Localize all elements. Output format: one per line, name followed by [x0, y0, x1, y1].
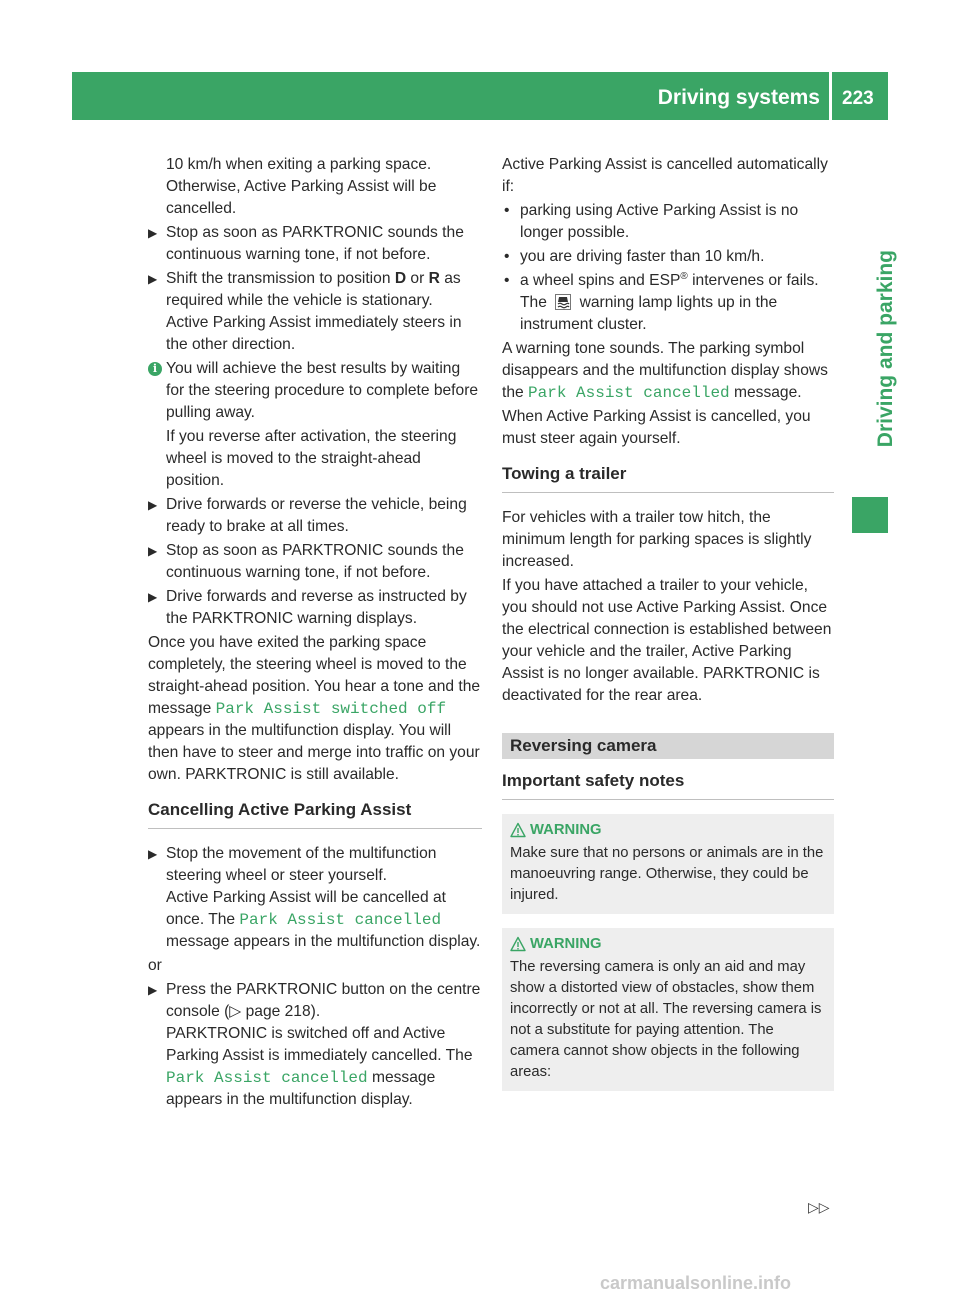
- subsection-heading: Important safety notes: [502, 769, 834, 800]
- warning-title-text: WARNING: [530, 936, 602, 952]
- step-text: Shift the transmission to position: [166, 270, 395, 287]
- continued-paragraph: 10 km/h when exiting a parking space. Otherwise, Active Parking Assist will be cancelled.: [166, 156, 437, 217]
- side-tab-label: Driving and parking: [874, 250, 897, 448]
- step-text: Active Parking Assist will be cancelled at once. The: [166, 889, 446, 928]
- step-text: Stop as soon as PARKTRONIC sounds the continuous warning tone, if not before.: [166, 542, 464, 581]
- warning-triangle-icon: [510, 936, 526, 952]
- step-text: message appears in the multifunction display.: [166, 933, 481, 950]
- page-number: 223: [842, 88, 874, 109]
- step-text: Stop as soon as PARKTRONIC sounds the continuous warning tone, if not before.: [166, 224, 464, 263]
- info-text: You will achieve the best results by waiting for the steering procedure to complete before pulling away.: [166, 360, 479, 421]
- list-item-text: warning lamp lights up in the instrument cluster.: [520, 294, 778, 333]
- step-arrow-icon: ▶: [148, 544, 158, 558]
- step-text: Drive forwards or reverse the vehicle, being ready to brake at all times.: [166, 496, 467, 535]
- continue-arrow-icon: ▷▷: [808, 1199, 830, 1215]
- side-tab-marker: [852, 497, 888, 533]
- paragraph-text: Once you have exited the parking space completely, the steering wheel is moved to the straight-ahead position. You hear a tone and the message: [148, 634, 481, 717]
- section-band: Reversing camera: [502, 733, 834, 759]
- list-item: [502, 246, 834, 268]
- registered-mark: ®: [680, 270, 688, 282]
- paragraph-text: appears in the multifunction display. You will then have to steer and merge into traffic on your own. PARKTRONIC is still available.: [148, 722, 480, 783]
- esp-warning-lamp-icon: [555, 294, 571, 310]
- section-heading: Towing a trailer: [502, 462, 834, 493]
- towing-paragraph: If you have attached a trailer to your vehicle, you should not use Active Parking Assist. Once the electrical connection is established between your vehicle and the trailer, Active Parking Assist is no longer available. PARKTRONIC is deactivated for the rear area.: [502, 577, 832, 704]
- tone-paragraph: [502, 338, 834, 404]
- warning-text: Make sure that no persons or animals are in the manoeuvring range. Otherwise, they could be injured.: [510, 845, 824, 903]
- step-text: message appears in the multifunction display.: [166, 1069, 436, 1108]
- list-item: [502, 270, 834, 336]
- step-arrow-icon: ▶: [148, 498, 158, 512]
- step-text: Drive forwards and reverse as instructed by the PARKTRONIC warning displays.: [166, 588, 467, 627]
- section-title: Driving systems: [657, 86, 820, 109]
- step-text: Stop the movement of the multifunction steering wheel or steer yourself.: [166, 845, 437, 884]
- list-item: [502, 200, 834, 244]
- step-text: ).: [310, 1003, 321, 1020]
- steer-paragraph: When Active Parking Assist is cancelled, you must steer again yourself.: [502, 408, 811, 447]
- warning-box: [502, 928, 834, 1091]
- step-arrow-icon: ▶: [148, 847, 158, 861]
- instruction-step: [148, 222, 482, 266]
- warning-title: [510, 820, 826, 841]
- towing-paragraph: For vehicles with a trailer tow hitch, the minimum length for parking spaces is slightly increased.: [502, 509, 812, 570]
- paragraph-text: message.: [729, 384, 802, 401]
- instruction-step: [148, 494, 482, 538]
- instruction-step: [148, 586, 482, 630]
- step-arrow-icon: ▶: [148, 590, 158, 604]
- info-text: If you reverse after activation, the steering wheel is moved to the straight-ahead position.: [166, 428, 457, 489]
- gear-position-d: D: [394, 270, 407, 287]
- display-message: Park Assist cancelled: [239, 911, 442, 929]
- auto-cancel-intro: Active Parking Assist is cancelled automatically if:: [502, 156, 828, 195]
- warning-box: [502, 814, 834, 914]
- step-arrow-icon: ▶: [148, 226, 158, 240]
- step-text: PARKTRONIC is switched off and Active Parking Assist is immediately cancelled. The: [166, 1025, 473, 1064]
- warning-title: [510, 934, 826, 955]
- display-message: Park Assist cancelled: [166, 1069, 368, 1087]
- list-item-text: a wheel spins and ESP: [520, 272, 681, 289]
- display-message: Park Assist switched off: [215, 700, 447, 718]
- list-item-text: you are driving faster than 10 km/h.: [520, 248, 765, 265]
- list-item-text: intervenes or fails. The: [520, 272, 819, 311]
- instruction-step: [148, 979, 482, 1111]
- step-text: as required while the vehicle is stationary.: [166, 270, 461, 309]
- warning-triangle-icon: [510, 822, 526, 838]
- watermark: carmanualsonline.info: [600, 1273, 792, 1293]
- step-text: or: [406, 270, 429, 287]
- step-result: [166, 887, 482, 953]
- step-result: [166, 1023, 482, 1111]
- info-note: [148, 358, 482, 492]
- step-text: Press the PARKTRONIC button on the centre console (: [166, 981, 481, 1020]
- step-arrow-icon: ▶: [148, 983, 158, 997]
- instruction-step: [148, 540, 482, 584]
- right-column: [502, 154, 834, 1091]
- exit-paragraph: [148, 632, 482, 786]
- display-message: Park Assist cancelled: [528, 384, 730, 402]
- instruction-step: [148, 268, 482, 356]
- bullet-icon: •: [504, 202, 510, 219]
- gear-position-r: R: [428, 270, 440, 287]
- step-arrow-icon: ▶: [148, 272, 158, 286]
- left-column: [148, 154, 482, 1113]
- warning-text: The reversing camera is only an aid and may show a distorted view of obstacles, show them incorrectly or not at all. The reversing camera is not a substitute for paying attention. The camera cannot show objects in the following areas:: [510, 959, 822, 1080]
- instruction-step: [148, 843, 482, 953]
- or-separator: or: [148, 957, 162, 974]
- page-reference-link[interactable]: ▷ page 218: [229, 1003, 311, 1020]
- step-result: Active Parking Assist immediately steers in the other direction.: [166, 314, 462, 353]
- header-divider: [829, 72, 832, 120]
- section-heading: Cancelling Active Parking Assist: [148, 798, 482, 829]
- bullet-icon: •: [504, 272, 510, 289]
- info-icon: i: [148, 362, 162, 376]
- warning-title-text: WARNING: [530, 822, 602, 838]
- paragraph-text: A warning tone sounds. The parking symbol disappears and the multifunction display shows the: [502, 340, 828, 401]
- list-item-text: parking using Active Parking Assist is no longer possible.: [520, 202, 799, 241]
- bullet-icon: •: [504, 248, 510, 265]
